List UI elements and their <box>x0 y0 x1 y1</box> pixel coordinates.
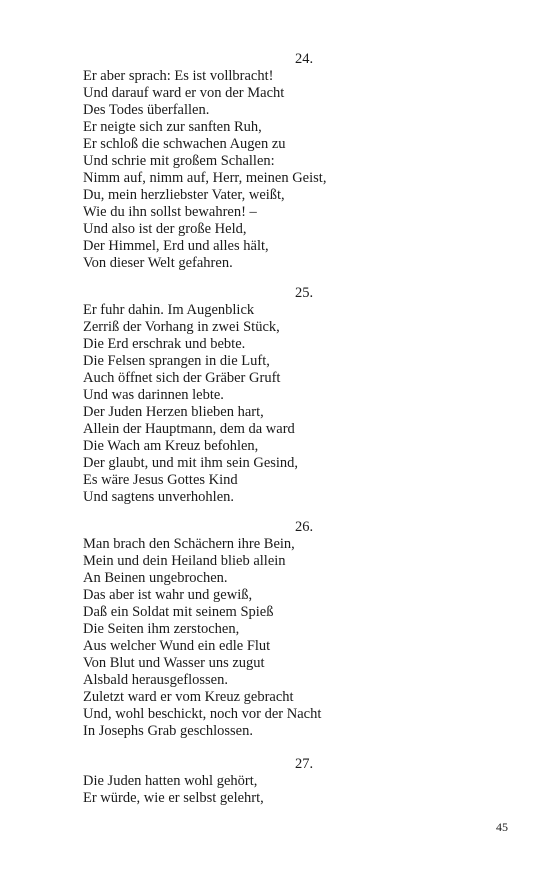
verse-line: Der glaubt, und mit ihm sein Gesind, <box>83 455 299 471</box>
verse-line: Allein der Hauptmann, dem da ward <box>83 421 295 437</box>
verse-line: Es wäre Jesus Gottes Kind <box>83 472 238 488</box>
verse-line: Die Juden hatten wohl gehört, <box>83 773 258 789</box>
verse-line: Alsbald herausgeflossen. <box>83 672 228 688</box>
verse-line: Nimm auf, nimm auf, Herr, meinen Geist, <box>83 170 327 186</box>
verse-line: Und, wohl beschickt, noch vor der Nacht <box>83 706 322 722</box>
verse-line: Zuletzt ward er vom Kreuz gebracht <box>83 689 294 705</box>
stanza-number: 24. <box>295 51 314 67</box>
verse-line: Daß ein Soldat mit seinem Spieß <box>83 604 274 620</box>
verse-line: Und was darinnen lebte. <box>83 387 224 403</box>
verse-line: Er fuhr dahin. Im Augenblick <box>83 302 255 318</box>
verse-line: Der Juden Herzen blieben hart, <box>83 404 264 420</box>
verse-line: Die Wach am Kreuz befohlen, <box>83 438 259 454</box>
verse-line: Man brach den Schächern ihre Bein, <box>83 536 295 552</box>
verse-line: Du, mein herzliebster Vater, weißt, <box>83 187 285 203</box>
verse-line: Die Erd erschrak und bebte. <box>83 336 246 352</box>
stanza-verses <box>83 536 321 740</box>
verse-line: Die Felsen sprangen in die Luft, <box>83 353 270 369</box>
stanza-number: 25. <box>295 285 314 301</box>
verse-line: Er würde, wie er selbst gelehrt, <box>83 790 264 806</box>
verse-line: Mein und dein Heiland blieb allein <box>83 553 286 569</box>
verse-line: Er aber sprach: Es ist vollbracht! <box>83 68 274 84</box>
verse-line: Auch öffnet sich der Gräber Gruft <box>83 370 281 386</box>
verse-line: An Beinen ungebrochen. <box>83 570 228 586</box>
verse-line: Von dieser Welt gefahren. <box>83 255 233 271</box>
verse-line: Und sagtens unverhohlen. <box>83 489 235 505</box>
verse-line: Er neigte sich zur sanften Ruh, <box>83 119 262 135</box>
page-number: 45 <box>496 820 508 834</box>
stanza-number: 26. <box>295 519 314 535</box>
stanza-verses <box>83 68 326 272</box>
verse-line: Er schloß die schwachen Augen zu <box>83 136 286 152</box>
verse-line: Von Blut und Wasser uns zugut <box>83 655 265 671</box>
stanza-verses <box>83 302 298 506</box>
verse-line: Das aber ist wahr und gewiß, <box>83 587 253 603</box>
verse-line: In Josephs Grab geschlossen. <box>83 723 253 739</box>
verse-line: Aus welcher Wund ein edle Flut <box>83 638 271 654</box>
verse-line: Die Seiten ihm zerstochen, <box>83 621 240 637</box>
verse-line: Und schrie mit großem Schallen: <box>83 153 275 169</box>
verse-line: Der Himmel, Erd und alles hält, <box>83 238 269 254</box>
verse-line: Zerriß der Vorhang in zwei Stück, <box>83 319 280 335</box>
verse-line: Des Todes überfallen. <box>83 102 210 118</box>
verse-line: Wie du ihn sollst bewahren! – <box>83 204 257 220</box>
verse-line: Und darauf ward er von der Macht <box>83 85 285 101</box>
stanza-verses <box>83 773 264 807</box>
verse-line: Und also ist der große Held, <box>83 221 247 237</box>
stanza-number: 27. <box>295 756 314 772</box>
